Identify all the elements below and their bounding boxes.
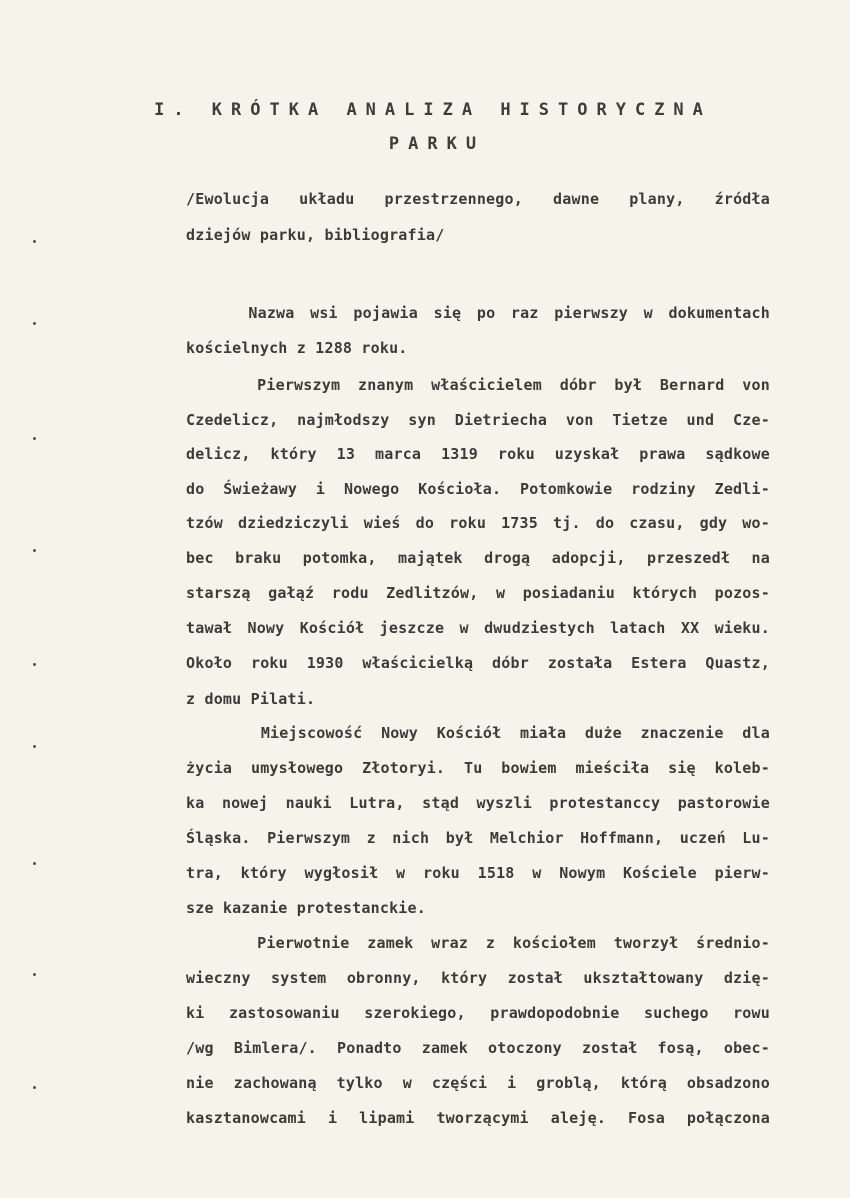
text-line: ki zastosowaniu szerokiego, prawdopodobnie suchego rowu	[186, 1004, 770, 1022]
margin-dot	[33, 322, 36, 325]
text-line: kasztanowcami i lipami tworzącymi aleję. Fosa połączona	[186, 1109, 770, 1127]
text-line: tawał Nowy Kościół jeszcze w dwudziestych latach XX wieku.	[186, 619, 770, 637]
text-line: Około roku 1930 właścicielką dóbr została Estera Quastz,	[186, 654, 770, 672]
text-line: ka nowej nauki Lutra, stąd wyszli protestanccy pastorowie	[186, 794, 770, 812]
text-line: /wg Bimlera/. Ponadto zamek otoczony został fosą, obec-	[186, 1039, 770, 1057]
text-line: Pierwotnie zamek wraz z kościołem tworzył średnio-	[186, 934, 770, 952]
margin-dot	[33, 973, 36, 976]
subtitle-line-2: dziejów parku, bibliografia/	[186, 226, 445, 244]
margin-dot	[33, 549, 36, 552]
margin-dot	[33, 745, 36, 748]
text-line: bec braku potomka, majątek drogą adopcji, przeszedł na	[186, 549, 770, 567]
text-line: życia umysłowego Złotoryi. Tu bowiem mieściła się koleb-	[186, 759, 770, 777]
chapter-title-continued: PARKU	[388, 134, 486, 154]
chapter-title: I. KRÓTKA ANALIZA HISTORYCZNA	[154, 100, 712, 120]
text-line: tzów dziedziczyli wieś do roku 1735 tj. do czasu, gdy wo-	[186, 514, 770, 532]
text-line: z domu Pilati.	[186, 690, 316, 708]
text-line: sze kazanie protestanckie.	[186, 899, 426, 917]
text-line: delicz, który 13 marca 1319 roku uzyskał prawa sądkowe	[186, 445, 770, 463]
text-line: Czedelicz, najmłodszy syn Dietriecha von Tietze und Cze-	[186, 411, 770, 429]
subtitle-line-1: /Ewolucja układu przestrzennego, dawne plany, źródła	[186, 190, 770, 208]
text-line: Nazwa wsi pojawia się po raz pierwszy w dokumentach	[186, 304, 770, 322]
text-line: kościelnych z 1288 roku.	[186, 339, 408, 357]
margin-dot	[33, 663, 36, 666]
text-line: do Świeżawy i Nowego Kościoła. Potomkowie rodziny Zedli-	[186, 480, 770, 498]
text-line: Miejscowość Nowy Kościół miała duże znaczenie dla	[186, 724, 770, 742]
text-line: wieczny system obronny, który został ukształtowany dzię-	[186, 969, 770, 987]
margin-dot	[33, 240, 36, 243]
margin-dot	[33, 437, 36, 440]
text-line: tra, który wygłosił w roku 1518 w Nowym Kościele pierw-	[186, 864, 770, 882]
margin-dot	[33, 862, 36, 865]
margin-dot	[33, 1086, 36, 1089]
text-line: Pierwszym znanym właścicielem dóbr był Bernard von	[186, 376, 770, 394]
text-line: Śląska. Pierwszym z nich był Melchior Hoffmann, uczeń Lu-	[186, 829, 770, 847]
text-line: starszą gałąź rodu Zedlitzów, w posiadaniu których pozos-	[186, 584, 770, 602]
text-line: nie zachowaną tylko w części i groblą, którą obsadzono	[186, 1074, 770, 1092]
